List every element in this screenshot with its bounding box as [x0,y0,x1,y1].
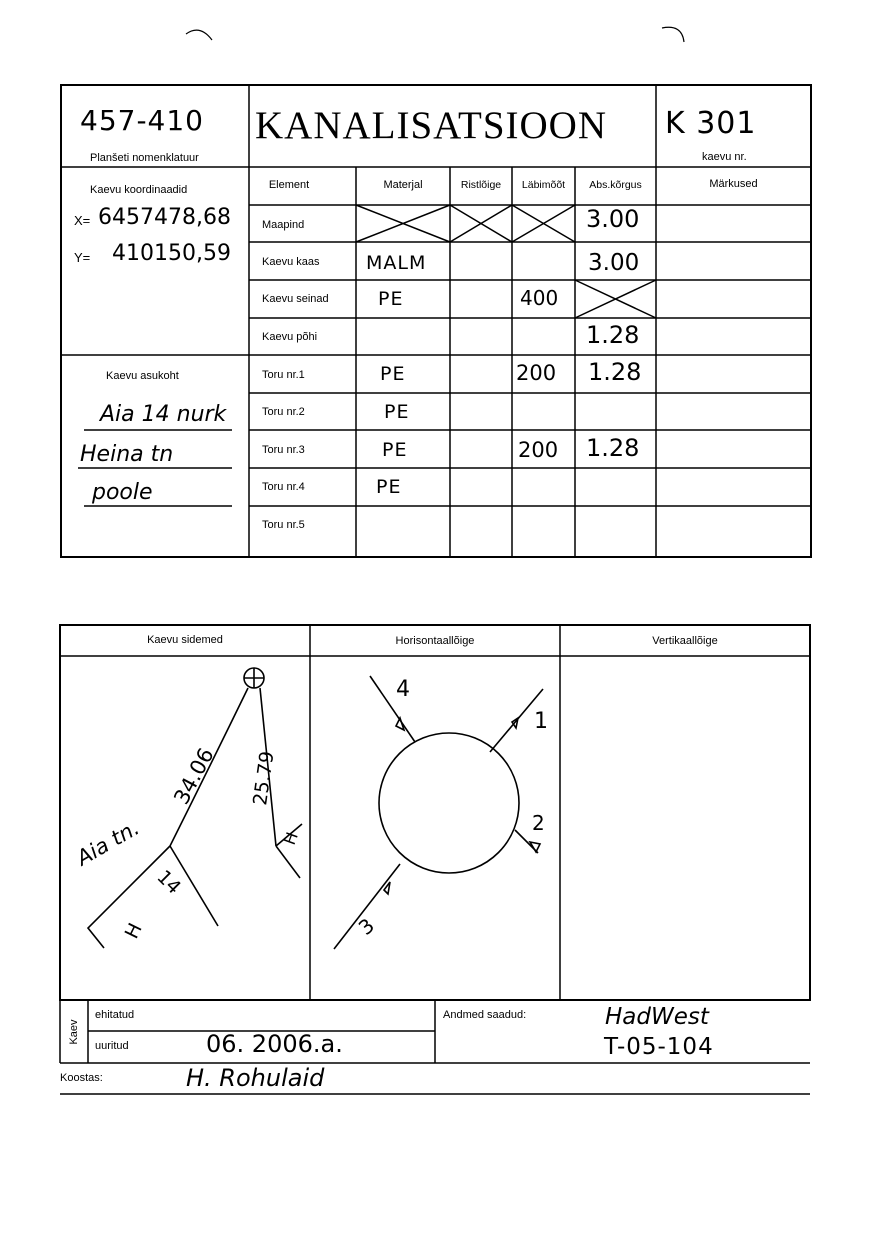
material-value: PE [376,476,402,498]
data-source-value-1: HadWest [605,1004,709,1030]
well-number-label: kaevu nr. [702,151,747,163]
elevation-value: 1.28 [586,434,640,462]
y-value: 410150,59 [112,241,231,266]
ties-label: Kaevu sidemed [147,634,223,646]
location-label: Kaevu asukoht [106,370,179,382]
material-value: MALM [366,252,427,274]
page-title: KANALISATSIOON [255,104,607,147]
col-header-element: Element [268,179,310,191]
table-row-element: Kaevu põhi [262,331,318,343]
vertical-section-label: Vertikaallõige [652,635,718,647]
table-row-element: Toru nr.5 [262,519,305,531]
elevation-value: 1.28 [588,358,642,386]
house-letter: H [120,919,147,943]
table-row-element: Kaevu seinad [262,293,329,305]
horizontal-section-label: Horisontaallõige [395,635,475,647]
table-row-element: Maapind [262,219,305,231]
data-source-value-2: T-05-104 [604,1034,714,1060]
col-header-diameter: Läbimõõt [521,179,566,191]
diameter-value: 400 [520,286,559,310]
col-header-elevation: Abs.kõrgus [589,179,642,191]
col-header-notes: Märkused [709,178,758,190]
col-header-material: Materjal [383,179,423,191]
horizontal-section-sketch [310,656,560,1000]
table-row-element: Kaevu kaas [262,256,320,268]
location-line-3: poole [92,480,153,505]
material-value: PE [380,363,406,385]
location-line-2: Heina tn [80,442,174,467]
diameter-value: 200 [518,438,559,462]
diameter-value: 200 [516,361,557,385]
coordinates-label: Kaevu koordinaadid [90,184,188,196]
table-row-element: Toru nr.2 [262,406,305,418]
compiled-value: H. Rohulaid [186,1064,325,1092]
surveyed-label: uuritud [95,1040,129,1052]
data-source-label: Andmed saadud: [443,1009,527,1021]
material-value: PE [382,439,408,461]
pipe-1-label: 1 [534,709,548,734]
elevation-value: 3.00 [588,250,640,276]
built-label: ehitatud [95,1009,135,1021]
y-label: Y= [74,250,91,265]
pipe-4-label: 4 [396,677,410,702]
pipe-3-label: 3 [353,913,379,940]
elevation-value: 3.00 [586,205,640,233]
material-value: PE [378,288,404,310]
table-row-element: Toru nr.1 [262,369,305,381]
table-row-element: Toru nr.4 [262,481,305,493]
vertical-section-area [561,657,809,999]
sheet-number: 457-410 [80,104,204,137]
compiled-label: Koostas: [60,1072,103,1084]
surveyed-value: 06. 2006.a. [206,1030,343,1058]
side-marks: H [279,829,302,848]
table-row-element: Toru nr.3 [262,444,305,456]
house-number: 14 [152,865,186,899]
well-number: K 301 [665,106,757,141]
tie-distance-2: 25.79 [249,749,279,807]
x-value: 6457478,68 [98,205,231,230]
material-value: PE [384,401,410,423]
sheet-label: Planšeti nomenklatuur [90,152,199,164]
elevation-value: 1.28 [586,321,640,349]
location-line-1: Aia 14 nurk [100,402,227,427]
pipe-2-label: 2 [532,811,545,835]
ties-sketch [60,656,310,1000]
tie-distance-1: 34.06 [169,743,219,809]
street-label: Aia tn. [72,815,144,871]
col-header-section: Ristlõige [460,179,502,191]
footer-section-label: Kaev [68,1019,80,1045]
x-label: X= [74,213,91,228]
